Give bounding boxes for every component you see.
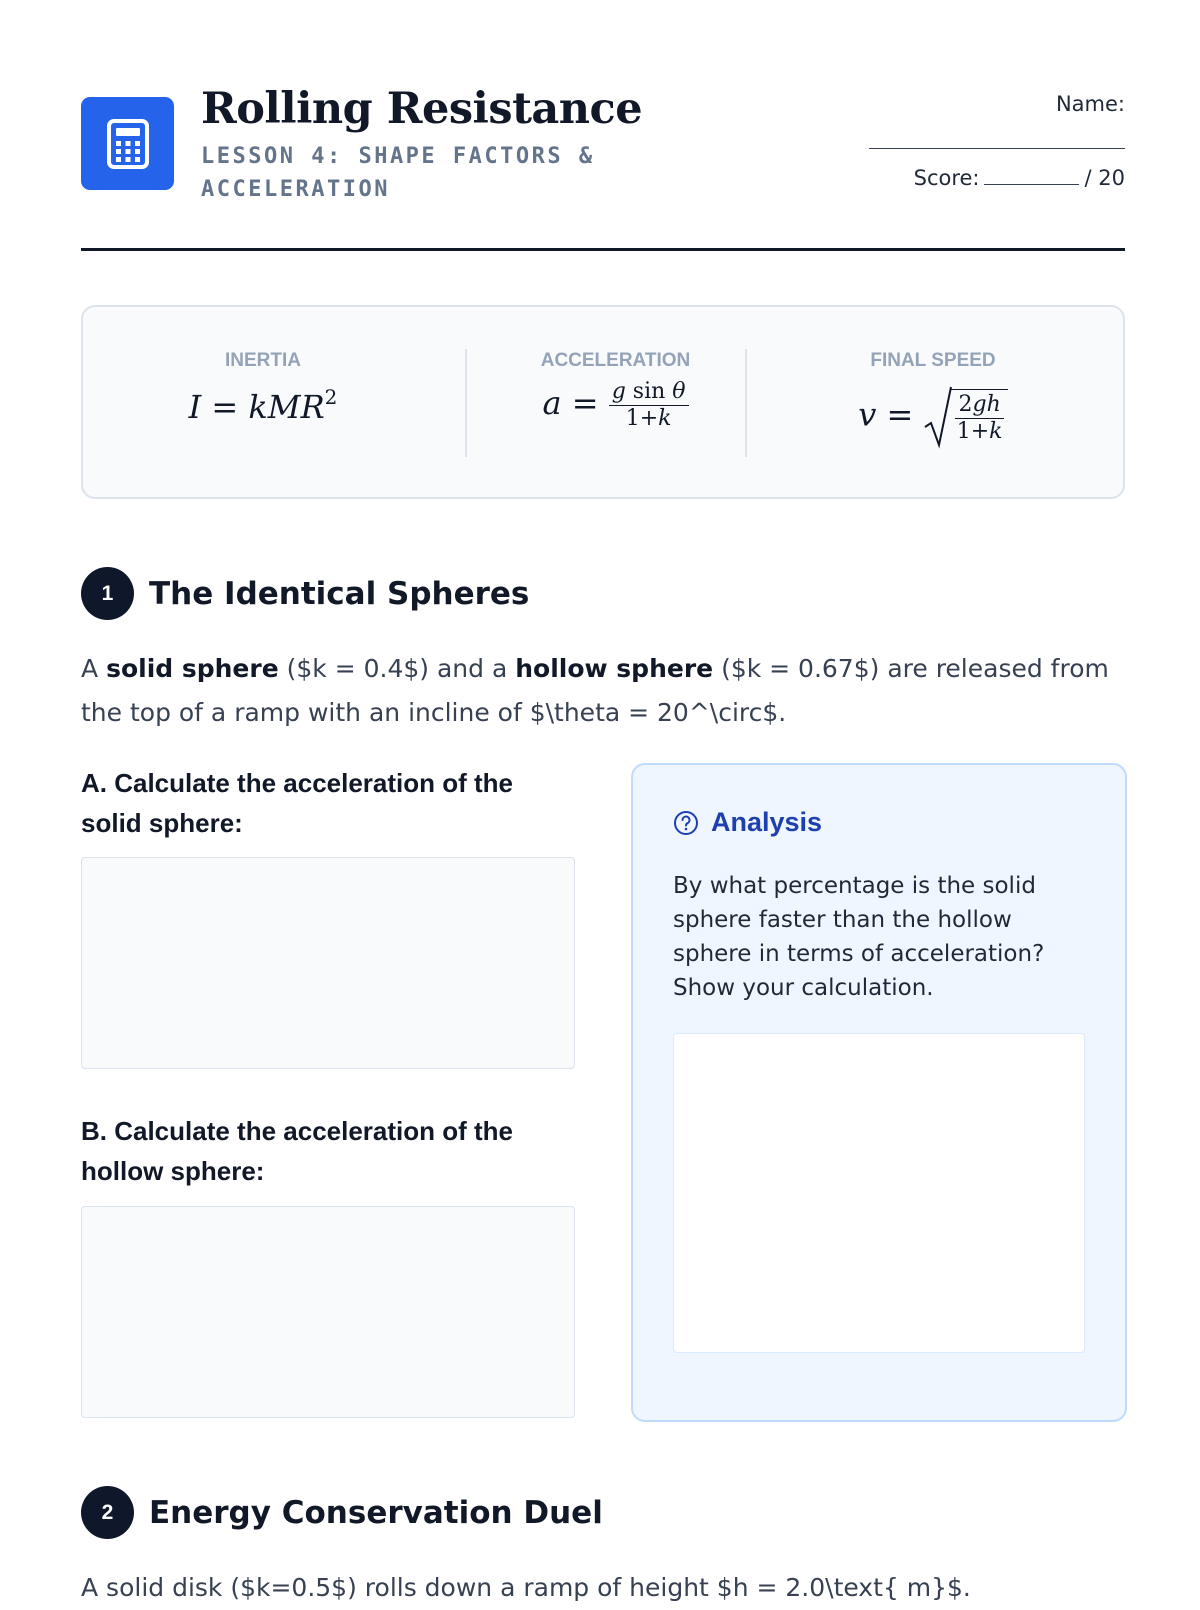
score-line [914,166,1125,190]
inertia-equation: I = kMR$^2$ [188,385,338,426]
formula-reference-box [81,305,1125,499]
section-1-intro [81,647,1125,735]
acceleration-equation: a = $\frac{\text{g sin θ}}{1+k}$ [473,379,758,432]
section-number-badge: 2 [81,1486,134,1539]
analysis-title: Analysis [711,807,823,837]
section-number-badge: 1 [81,567,134,620]
formula-final-speed [763,307,1103,497]
calculator-icon [106,118,150,170]
section-title: The Identical Spheres [149,575,530,612]
analysis-prompt: By what percentage is the solid sphere faster than the hollow sphere in terms of acceleration? Show your calculation. [673,873,1045,1001]
section-2-intro: A solid disk ($k=0.5$) rolls down a ramp of height $h = 2.0\text{ m}$. [81,1573,971,1602]
formula-label: ACCELERATION [540,350,691,371]
final-speed-equation: v = $\frac{2gh}{1+k}$ [763,385,1103,449]
intro-text: ($k = 0.4$) and a [278,654,516,683]
name-label: Name: [1055,92,1125,116]
formula-label: INERTIA [225,350,301,371]
sqrt-sign [923,385,953,449]
score-label: Score: [913,166,980,190]
score-total: / 20 [1084,166,1125,190]
logo [81,97,174,190]
section-1-header [81,567,529,620]
question-circle-icon [673,810,699,836]
answer-box-a[interactable] [81,857,575,1069]
lesson-subtitle: LESSON 4: SHAPE FACTORS & ACCELERATION [201,144,595,202]
intro-bold-hollow: hollow sphere [515,654,714,683]
formula-divider [465,349,467,457]
intro-text: ($k = 0.67$) are released from the top of a ramp with an incline of $\theta = 20^\circ$. [81,654,1109,727]
analysis-card [631,763,1127,1422]
analysis-answer-box[interactable] [673,1033,1085,1353]
formula-acceleration [473,307,758,497]
formula-label: FINAL SPEED [870,350,996,371]
intro-text: A [81,654,107,683]
question-a-label: A. Calculate the acceleration of the solid sphere: [81,768,514,838]
section-2-header [81,1486,603,1539]
header-divider [81,248,1125,251]
formula-inertia [103,307,423,497]
answer-box-b[interactable] [81,1206,575,1418]
formula-divider [745,349,747,457]
page-title: Rolling Resistance [201,84,643,134]
worksheet-header [81,84,1125,248]
analysis-header [673,807,822,838]
name-field[interactable] [869,148,1125,149]
section-title: Energy Conservation Duel [149,1494,603,1531]
intro-bold-solid: solid sphere [106,654,279,683]
score-field[interactable] [984,184,1079,185]
question-b-label: B. Calculate the acceleration of the hollow sphere: [81,1116,514,1186]
